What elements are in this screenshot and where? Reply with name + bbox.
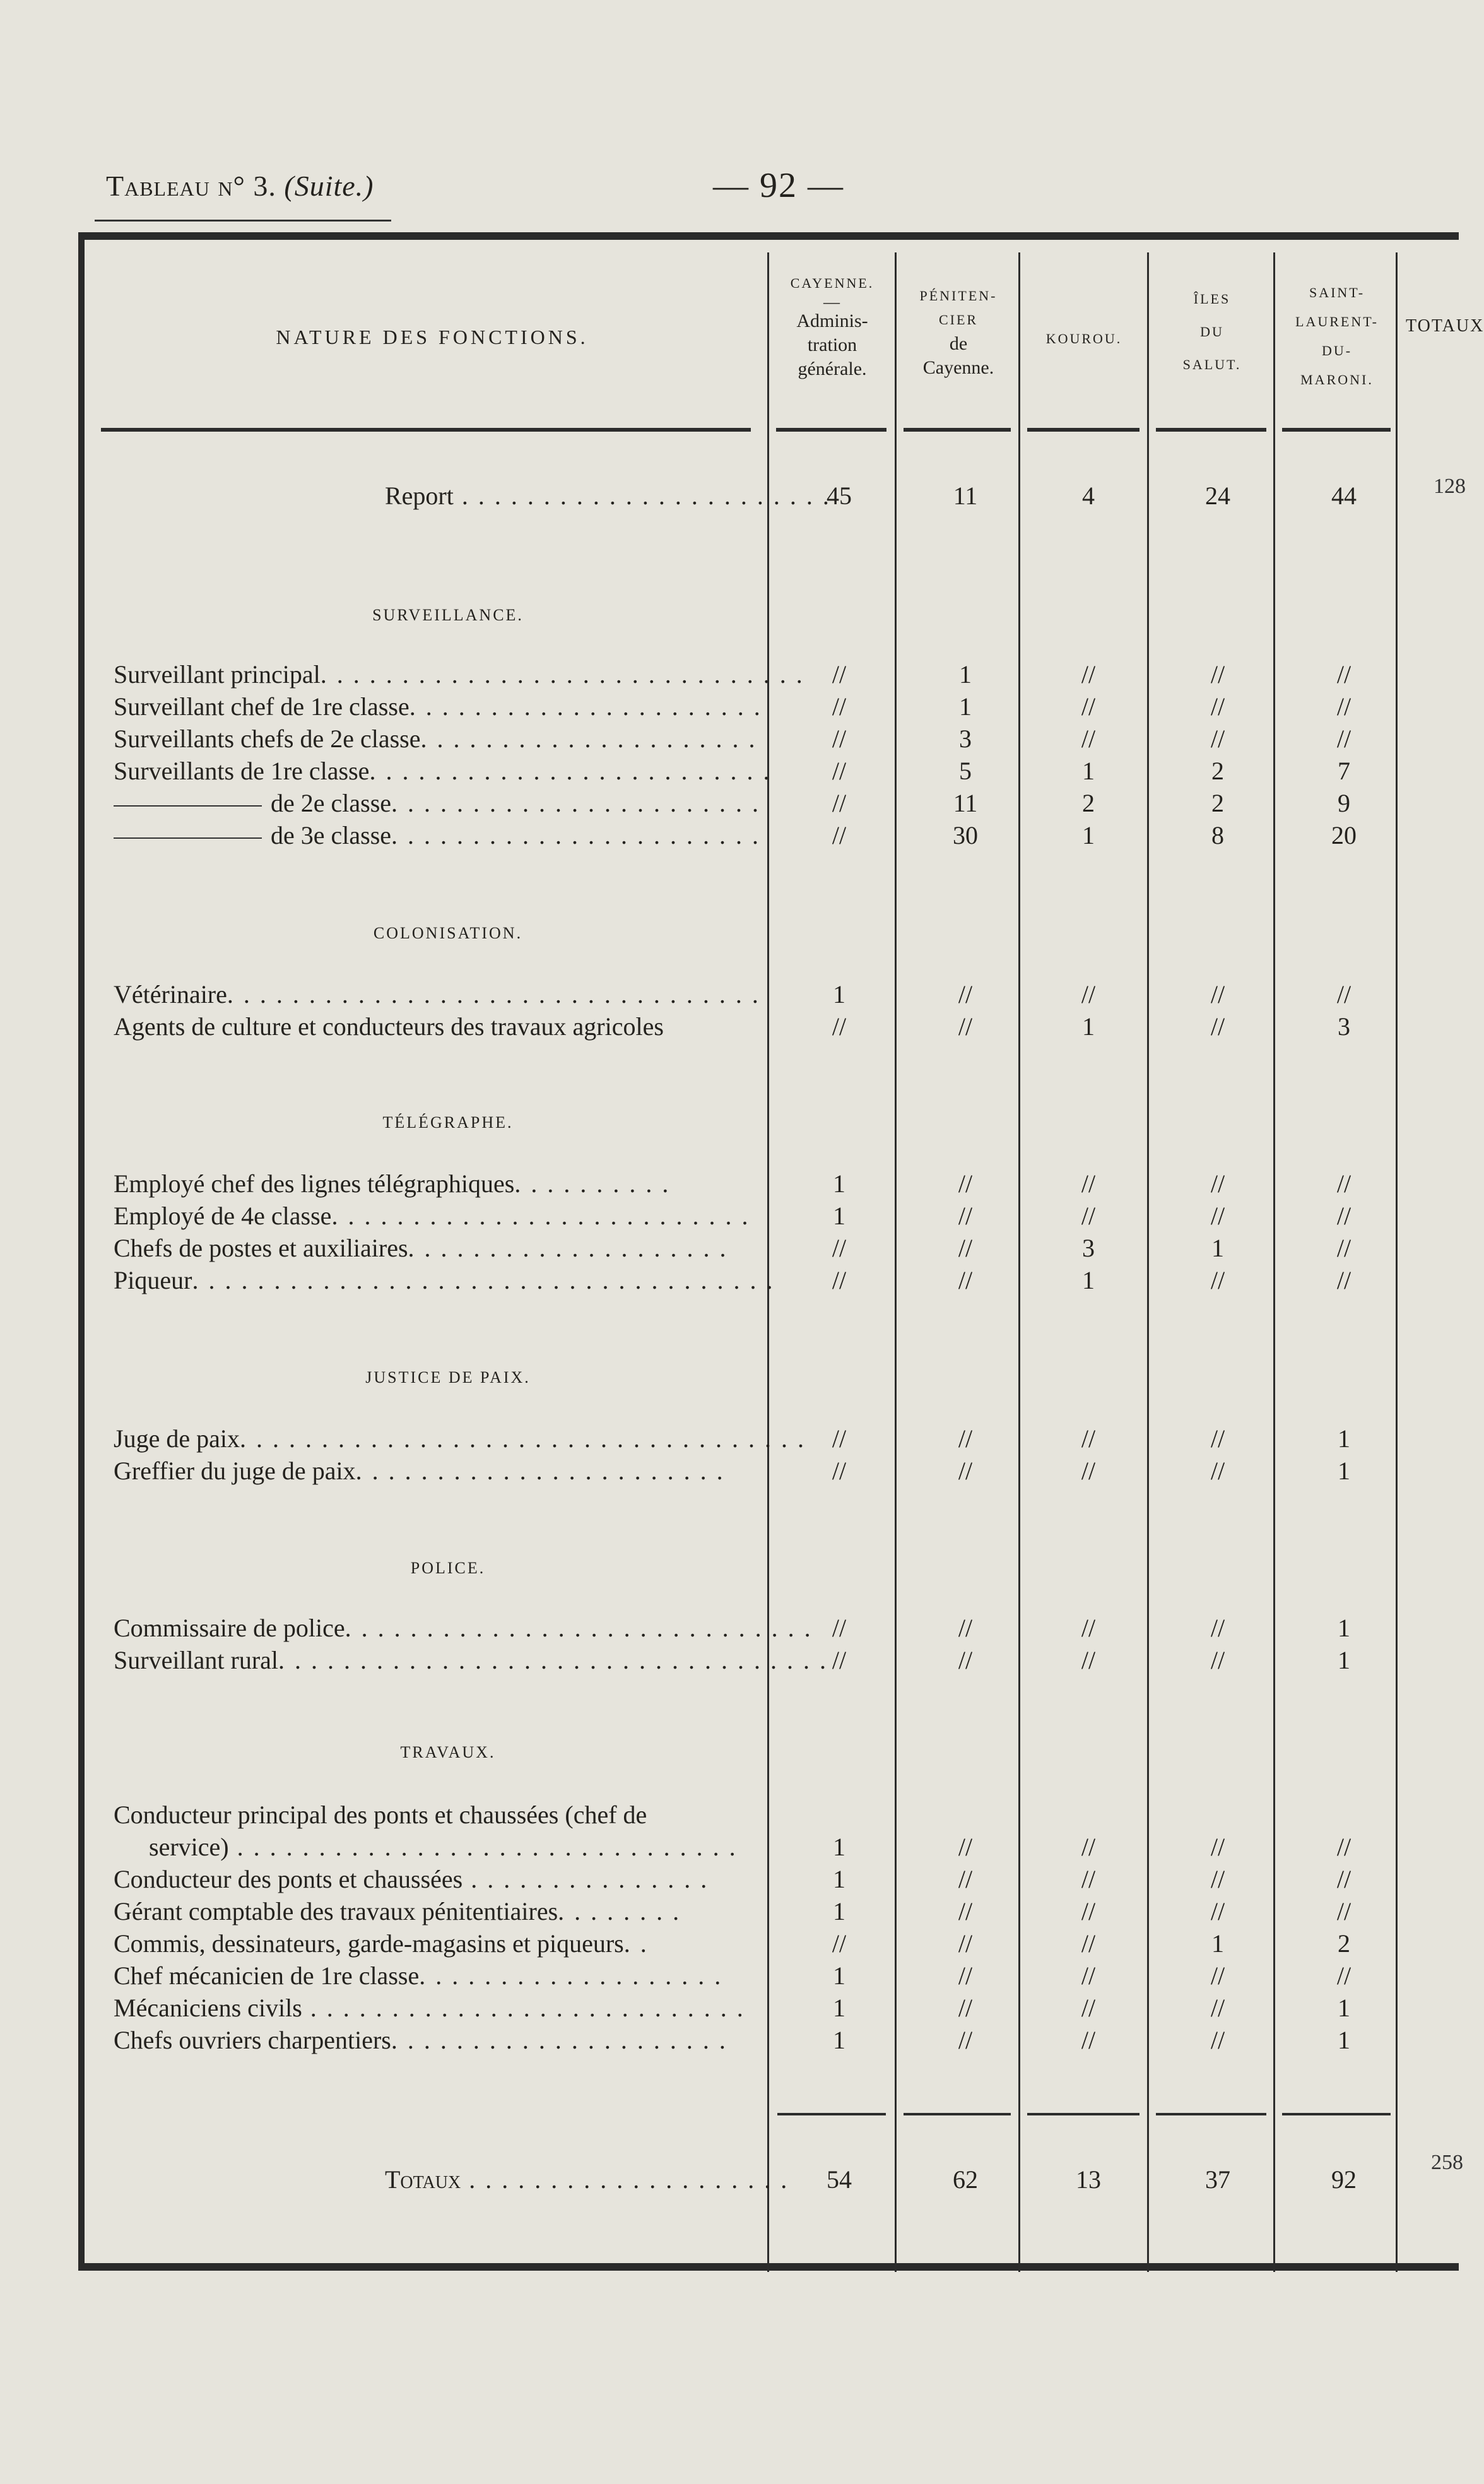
totals-separator	[777, 2113, 886, 2115]
table-cell: //	[1336, 660, 1352, 689]
column-header-nature: NATURE DES FONCTIONS.	[276, 326, 589, 348]
table-cell: 20	[1331, 821, 1357, 849]
table-cell: 1	[1082, 757, 1095, 785]
table-cell: //	[1081, 692, 1096, 721]
table-row	[0, 724, 1480, 754]
table-cell: //	[958, 1646, 973, 1674]
table-row	[0, 1929, 1480, 1959]
table-cell: //	[1210, 1961, 1225, 1990]
row-label: Agents de culture et conducteurs des travaux agricoles	[114, 1012, 664, 1041]
table-cell: 9	[1338, 789, 1350, 817]
row-label: Employé de 4e classe. . . . . . . . . . . . . . . . . . . . . . . . . .	[114, 1202, 750, 1230]
table-row	[0, 1424, 1480, 1454]
row-label: Surveillant principal. . . . . . . . . . . . . . . . . . . . . . . . . . . . . .	[114, 660, 804, 689]
table-cell: 2	[1338, 1929, 1350, 1958]
row-label: Piqueur. . . . . . . . . . . . . . . . . . . . . . . . . . . . . . . . . . . .	[114, 1266, 775, 1294]
table-cell: //	[1210, 1994, 1225, 2022]
table-row	[0, 1233, 1480, 1263]
table-cell: //	[1336, 1169, 1352, 1198]
table-cell: 62	[953, 2165, 978, 2194]
totals-separator	[1156, 2113, 1266, 2115]
table-cell: //	[958, 1012, 973, 1041]
row-label: de 2e classe. . . . . . . . . . . . . . . . . . . . . . .	[114, 788, 770, 818]
table-cell: //	[1210, 1646, 1225, 1674]
header-separator	[1027, 428, 1140, 432]
table-cell: //	[1336, 1961, 1352, 1990]
table-cell: 11	[953, 789, 978, 817]
table-cell: //	[1081, 1961, 1096, 1990]
table-cell: 24	[1205, 482, 1230, 510]
table-cell: 1	[1338, 2026, 1350, 2054]
table-cell: //	[832, 757, 847, 785]
table-cell: 1	[1082, 821, 1095, 849]
row-label: Surveillant chef de 1re classe. . . . . . . . . . . . . . . . . . . . . .	[114, 692, 762, 721]
table-cell: //	[1210, 1266, 1225, 1294]
table-row	[0, 1645, 1480, 1676]
row-label: Report . . . . . . . . . . . . . . . . . . . . . . .	[385, 482, 831, 510]
table-cell: 1	[1338, 1646, 1350, 1674]
table-cell: 3	[1082, 1234, 1095, 1262]
table-cell: //	[1210, 2026, 1225, 2054]
table-cell: //	[1336, 1202, 1352, 1230]
table-row	[0, 1456, 1480, 1486]
table-cell: 54	[827, 2165, 852, 2194]
row-label: Employé chef des lignes télégraphiques. . . . . . . . . .	[114, 1169, 671, 1198]
table-cell: //	[1210, 1424, 1225, 1453]
table-cell: //	[1081, 1994, 1096, 2022]
table-cell: //	[1210, 1897, 1225, 1925]
header-separator	[904, 428, 1011, 432]
table-cell: 1	[1338, 1424, 1350, 1453]
table-cell: 13	[1076, 2165, 1101, 2194]
header-separator	[1156, 428, 1266, 432]
table-row	[0, 1169, 1480, 1199]
row-label: Conducteur des ponts et chaussées . . . . . . . . . . . . . . .	[114, 1865, 709, 1893]
table-cell: //	[1081, 1646, 1096, 1674]
table-cell: //	[832, 1929, 847, 1958]
table-cell: 2	[1211, 789, 1224, 817]
table-cell: 11	[953, 482, 978, 510]
column-header-kourou: KOUROU.	[1045, 331, 1122, 346]
table-cell: //	[1336, 980, 1352, 1008]
table-cell: //	[832, 821, 847, 849]
table-cell: //	[832, 1424, 847, 1453]
table-row	[0, 756, 1480, 786]
table-cell: //	[1336, 1234, 1352, 1262]
column-header-iles-du-salut: ÎLES DU SALUT.	[1182, 291, 1242, 372]
table-row	[0, 1012, 1480, 1042]
table-cell: //	[958, 1424, 973, 1453]
table-cell: //	[958, 2026, 973, 2054]
table-cell: 1	[1211, 1929, 1224, 1958]
table-cell: //	[1210, 1865, 1225, 1893]
table-cell: //	[1081, 660, 1096, 689]
table-cell: //	[958, 980, 973, 1008]
row-label: Commis, dessinateurs, garde-magasins et piqueurs. .	[114, 1929, 649, 1958]
table-row	[0, 820, 1480, 851]
table-cell: 1	[1082, 1266, 1095, 1294]
page-number: — 92 —	[713, 166, 844, 205]
table-cell: 1	[1338, 1457, 1350, 1485]
caption-suite: (Suite.)	[284, 170, 374, 202]
table-cell: 1	[833, 980, 845, 1008]
table-cell: //	[1210, 1614, 1225, 1642]
row-label: Juge de paix. . . . . . . . . . . . . . . . . . . . . . . . . . . . . . . . . . .	[114, 1424, 806, 1453]
table-cell: //	[832, 1646, 847, 1674]
table-cell: //	[1081, 1202, 1096, 1230]
row-label: Greffier du juge de paix. . . . . . . . . . . . . . . . . . . . . . .	[114, 1457, 725, 1485]
table-cell: //	[1081, 1457, 1096, 1485]
table-cell: //	[1336, 1865, 1352, 1893]
table-cell: //	[1210, 980, 1225, 1008]
table-cell: 1	[1211, 1234, 1224, 1262]
table-row	[0, 1832, 1480, 1862]
table-row	[0, 659, 1480, 690]
table-cell: //	[832, 1234, 847, 1262]
table-cell: //	[958, 1994, 973, 2022]
table-cell: //	[832, 692, 847, 721]
table-row-label-continued	[0, 1800, 1480, 1830]
table-cell: 1	[833, 1169, 845, 1198]
row-label: Totaux . . . . . . . . . . . . . . . . . . . .	[385, 2165, 789, 2194]
table-row	[0, 692, 1480, 722]
table-cell: //	[1081, 1929, 1096, 1958]
table-cell: //	[1081, 2026, 1096, 2054]
table-row	[0, 2025, 1480, 2055]
table-cell: 3	[959, 724, 972, 753]
row-label: Mécaniciens civils . . . . . . . . . . . . . . . . . . . . . . . . . . .	[114, 1994, 745, 2022]
table-cell: //	[958, 1169, 973, 1198]
table-row	[0, 788, 1480, 819]
header-separator	[101, 428, 751, 432]
table-cell: //	[832, 1012, 847, 1041]
table-cell: 1	[833, 1897, 845, 1925]
section-heading-telegraphe: TÉLÉGRAPHE.	[382, 1113, 514, 1132]
table-cell: 1	[833, 1865, 845, 1893]
table-cell: //	[1081, 1614, 1096, 1642]
table-row	[0, 979, 1480, 1010]
table-row	[0, 1265, 1480, 1296]
table-cell: 37	[1205, 2165, 1230, 2194]
table-caption	[106, 169, 374, 203]
table-cell: //	[1336, 692, 1352, 721]
table-cell: //	[958, 1457, 973, 1485]
table-cell: 1	[833, 1994, 845, 2022]
section-heading-surveillance: SURVEILLANCE.	[372, 606, 524, 624]
table-row	[0, 1613, 1480, 1643]
column-header-totaux: TOTAUX	[1406, 316, 1484, 336]
table-cell: 5	[959, 757, 972, 785]
table-cell: 2	[1211, 757, 1224, 785]
caption-prefix: Tableau n° 3.	[106, 170, 276, 202]
totals-separator	[1282, 2113, 1391, 2115]
row-label: Surveillant rural. . . . . . . . . . . . . . . . . . . . . . . . . . . . . . . . . .	[114, 1646, 828, 1674]
table-cell: //	[1081, 1865, 1096, 1893]
section-heading-justice-de-paix: JUSTICE DE PAIX.	[365, 1368, 531, 1387]
table-cell: //	[958, 1929, 973, 1958]
table-cell: 45	[827, 482, 852, 510]
table-cell: 1	[1338, 1994, 1350, 2022]
table-row-totaux: Totaux . . . . . . . . . . . . . . . . . . . . 54 62 13 37 92 258	[385, 2151, 1463, 2194]
table-cell: 30	[953, 821, 978, 849]
caption-rule	[95, 220, 391, 222]
table-cell: //	[1081, 980, 1096, 1008]
table-cell: //	[1210, 1457, 1225, 1485]
table-cell: 1	[959, 660, 972, 689]
row-label: Conducteur principal des ponts et chaussées (chef de	[114, 1801, 647, 1829]
section-heading-colonisation: COLONISATION.	[373, 924, 523, 942]
table-cell: //	[958, 1234, 973, 1262]
table-cell: //	[1210, 692, 1225, 721]
table-cell: //	[1336, 724, 1352, 753]
table-cell: 1	[959, 692, 972, 721]
table-cell: //	[958, 1614, 973, 1642]
table-cell: 1	[833, 1202, 845, 1230]
table-cell: //	[832, 1266, 847, 1294]
section-heading-travaux: TRAVAUX.	[400, 1743, 496, 1761]
table-cell: //	[958, 1266, 973, 1294]
table-cell: 1	[833, 1961, 845, 1990]
row-label: Chef mécanicien de 1re classe. . . . . . . . . . . . . . . . . . .	[114, 1961, 723, 1990]
table-cell: 2	[1082, 789, 1095, 817]
row-label: Surveillants chefs de 2e classe. . . . . . . . . . . . . . . . . . . . .	[114, 724, 757, 753]
table-cell: //	[1081, 1897, 1096, 1925]
totals-separator	[904, 2113, 1011, 2115]
table-cell: //	[832, 660, 847, 689]
table-row	[0, 1864, 1480, 1895]
table-cell: //	[1336, 1833, 1352, 1861]
table-row-report: Report . . . . . . . . . . . . . . . . . . . . . . . 45 11 4 24 44 128	[385, 475, 1466, 510]
table-row	[0, 1993, 1480, 2023]
table-cell: 1	[1082, 1012, 1095, 1041]
table-cell: //	[1081, 1833, 1096, 1861]
table-cell: //	[958, 1833, 973, 1861]
table-cell: //	[958, 1961, 973, 1990]
table-cell: 1	[833, 1833, 845, 1861]
column-header-saint-laurent: SAINT- LAURENT- DU- MARONI.	[1295, 285, 1379, 387]
row-label: Commissaire de police. . . . . . . . . . . . . . . . . . . . . . . . . . . . .	[114, 1614, 813, 1642]
row-label: Vétérinaire. . . . . . . . . . . . . . . . . . . . . . . . . . . . . . . . .	[114, 980, 760, 1008]
table-cell: //	[1336, 1266, 1352, 1294]
table-cell: //	[832, 789, 847, 817]
table-row	[0, 1201, 1480, 1231]
column-header-cayenne: CAYENNE. — Adminis- tration générale.	[790, 275, 874, 379]
table-cell: //	[1081, 724, 1096, 753]
table-cell: 1	[833, 2026, 845, 2054]
table-cell: //	[832, 1457, 847, 1485]
section-heading-police: POLICE.	[410, 1559, 486, 1577]
table-cell: 7	[1338, 757, 1350, 785]
row-label: Chefs ouvriers charpentiers. . . . . . . . . . . . . . . . . . . . .	[114, 2026, 727, 2054]
table-cell: 3	[1338, 1012, 1350, 1041]
table-row	[0, 1896, 1480, 1927]
table-cell: 8	[1211, 821, 1224, 849]
table-cell: //	[1210, 1012, 1225, 1041]
totals-separator	[1027, 2113, 1140, 2115]
row-label: Chefs de postes et auxiliaires. . . . . . . . . . . . . . . . . . . .	[114, 1234, 728, 1262]
table-cell: //	[832, 1614, 847, 1642]
table-cell: 92	[1331, 2165, 1357, 2194]
table-cell: //	[1081, 1169, 1096, 1198]
row-label: de 3e classe. . . . . . . . . . . . . . . . . . . . . . .	[114, 820, 770, 850]
table-cell: //	[1210, 724, 1225, 753]
header-separator	[1282, 428, 1391, 432]
table-cell: 1	[1338, 1614, 1350, 1642]
table-cell: //	[1210, 660, 1225, 689]
table-cell: //	[1081, 1424, 1096, 1453]
column-header-penitencier: PÉNITEN- CIER de Cayenne.	[919, 288, 998, 378]
table-cell: 44	[1331, 482, 1357, 510]
row-label: service) . . . . . . . . . . . . . . . . . . . . . . . . . . . . . . .	[149, 1833, 738, 1861]
header-separator	[776, 428, 886, 432]
table-cell: //	[1210, 1202, 1225, 1230]
table-cell: //	[958, 1897, 973, 1925]
table-cell: //	[1336, 1897, 1352, 1925]
table-cell: 4	[1082, 482, 1095, 510]
table-row	[0, 1961, 1480, 1991]
row-label: Gérant comptable des travaux pénitentiaires. . . . . . . .	[114, 1897, 681, 1925]
row-label: Surveillants de 1re classe. . . . . . . . . . . . . . . . . . . . . . . . .	[114, 757, 772, 785]
table-cell: //	[958, 1865, 973, 1893]
table-cell: //	[832, 724, 847, 753]
table-cell: //	[958, 1202, 973, 1230]
table-cell: //	[1210, 1833, 1225, 1861]
table-cell: //	[1210, 1169, 1225, 1198]
